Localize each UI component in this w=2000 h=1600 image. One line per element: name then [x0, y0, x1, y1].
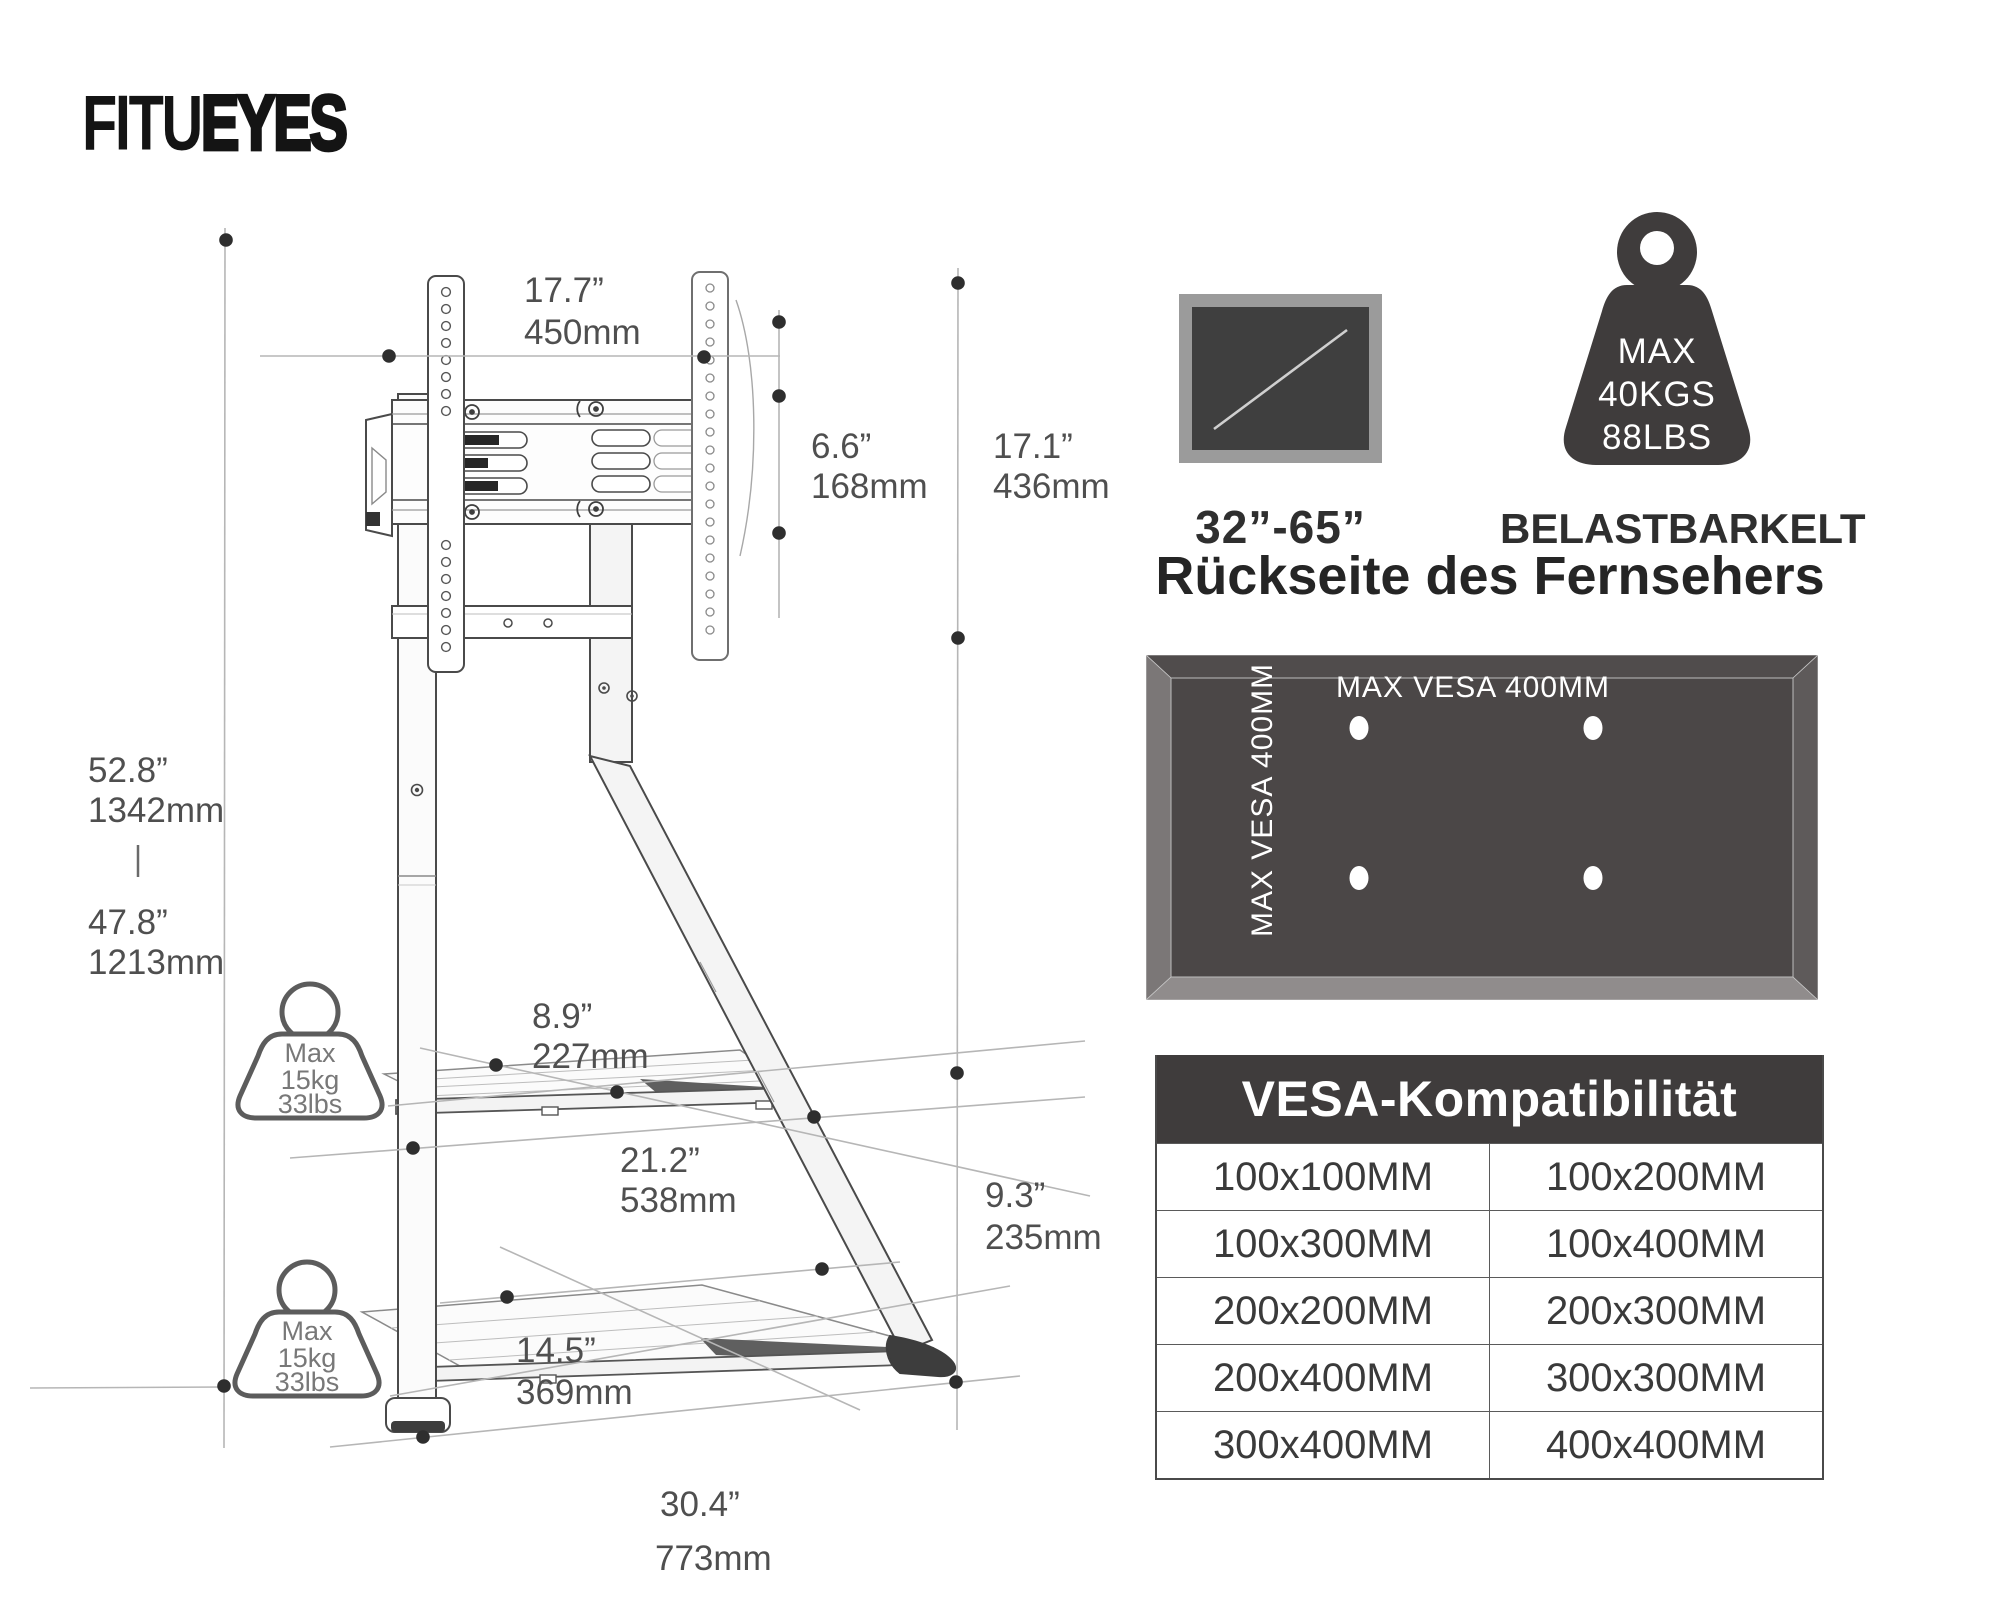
load-max-label: Max [284, 1038, 336, 1068]
vesa-cell: 200x200MM [1157, 1278, 1490, 1344]
rear-leg [590, 522, 955, 1376]
vesa-strip-right [692, 272, 754, 660]
dim-shelf-width-mm: 538mm [620, 1181, 737, 1220]
shelf-load-badge-bottom [235, 1262, 379, 1397]
vesa-cell: 300x400MM [1157, 1412, 1490, 1478]
dim-bracket-total-height-inch: 17.1” [993, 427, 1073, 466]
max-load-caption: BELASTBARKELT [1500, 505, 1866, 552]
dim-bracket-total-height-mm: 436mm [993, 467, 1110, 506]
vesa-cell: 200x400MM [1157, 1345, 1490, 1411]
vesa-cell: 100x100MM [1157, 1144, 1490, 1210]
dim-height-max-mm: 1342mm [88, 791, 225, 830]
dim-shelf-depth-mm: 227mm [532, 1037, 649, 1076]
load-kg-label: 15kg [280, 1065, 340, 1095]
screen-size-range: 32”-65” [1195, 501, 1366, 553]
load-lbs-label: 33lbs [277, 1089, 343, 1119]
screen-diagonal-icon [1192, 307, 1369, 450]
dim-plate-height-inch: 6.6” [811, 427, 872, 466]
dim-plate-height-mm: 168mm [811, 467, 928, 506]
brand-logo-bold: EYES [200, 79, 346, 167]
brand-logo-light: FITU [82, 79, 201, 167]
vesa-cell: 200x300MM [1490, 1278, 1822, 1344]
max-load-line1: MAX [1617, 332, 1697, 371]
tv-back-panel [1146, 655, 1818, 1000]
vesa-cell: 100x400MM [1490, 1211, 1822, 1277]
dim-rear-height-mm: 235mm [985, 1218, 1102, 1257]
dim-shelf-width-inch: 21.2” [620, 1141, 700, 1180]
dim-bracket-width-mm: 450mm [524, 313, 641, 352]
load-lbs-label: 33lbs [274, 1367, 340, 1397]
vesa-cell: 100x300MM [1157, 1211, 1490, 1277]
dim-base-depth-inch: 14.5” [516, 1331, 596, 1370]
mount-plate [366, 400, 702, 536]
vesa-cell: 300x300MM [1490, 1345, 1822, 1411]
dim-height-min-mm: 1213mm [88, 943, 225, 982]
vesa-table-title: VESA-Kompatibilität [1157, 1055, 1822, 1143]
screen-size-icon [1179, 294, 1382, 463]
dim-height-min-inch: 47.8” [88, 903, 168, 942]
vesa-compatibility-table [1155, 1055, 1824, 1480]
max-load-line2: 40KGS [1598, 375, 1716, 414]
load-max-label: Max [281, 1316, 333, 1346]
load-kg-label: 15kg [277, 1343, 337, 1373]
max-load-line3: 88LBS [1601, 418, 1713, 457]
dim-height-max-inch: 52.8” [88, 751, 168, 790]
bottom-shelf [362, 1285, 934, 1388]
dim-bracket-width-inch: 17.7” [524, 271, 604, 310]
table-row [1157, 1277, 1822, 1344]
vesa-cell: 100x200MM [1490, 1144, 1822, 1210]
table-row [1157, 1143, 1822, 1210]
max-load-weight-icon [1530, 185, 1790, 485]
dim-shelf-depth-inch: 8.9” [532, 997, 593, 1036]
dim-base-width-mm: 773mm [655, 1539, 772, 1578]
dim-base-depth-mm: 369mm [516, 1373, 633, 1412]
vesa-cell: 400x400MM [1490, 1412, 1822, 1478]
table-row [1157, 1344, 1822, 1411]
tv-back-heading: Rückseite des Fernsehers [1155, 546, 1825, 606]
dim-rear-height-inch: 9.3” [985, 1176, 1046, 1215]
shelf-load-badge-top [238, 984, 382, 1119]
dim-base-width-inch: 30.4” [660, 1485, 740, 1524]
vesa-strip-left [428, 276, 464, 672]
table-row [1157, 1210, 1822, 1277]
vesa-max-vertical-label: MAX VESA 400MM [1246, 662, 1279, 938]
vesa-max-horizontal-label: MAX VESA 400MM [1335, 671, 1611, 704]
table-row [1157, 1411, 1822, 1478]
